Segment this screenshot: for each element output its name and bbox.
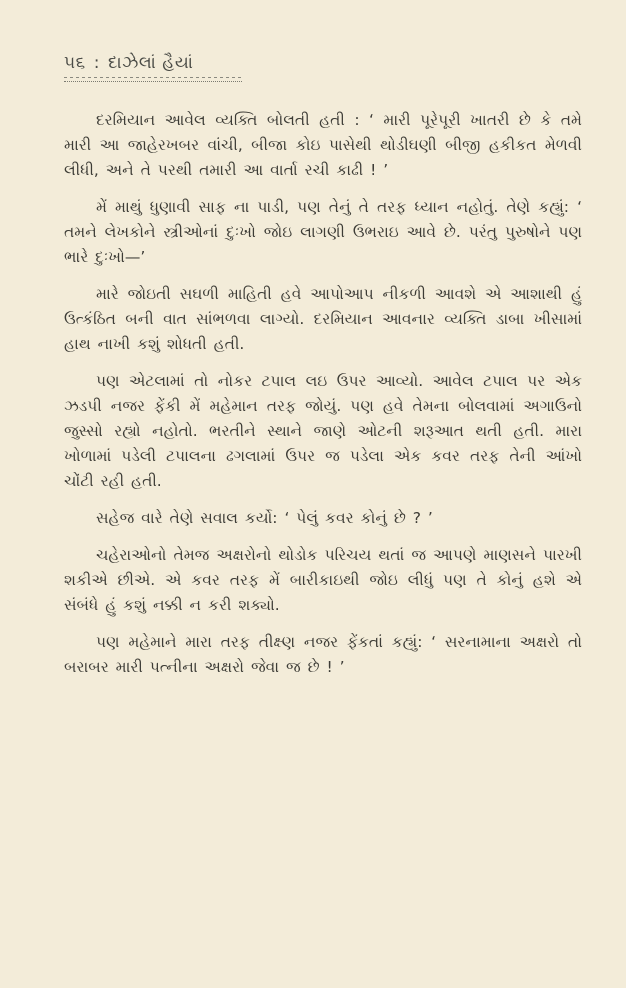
running-header: [64, 52, 582, 74]
paragraph-7: પણ મહેમાને મારા તરફ તીક્ષ્ણ નજર ફેંકતાં કહ્યું: ‘ સરનામાના અક્ષરો તો બરાબર મારી પત્નીના અક્ષરો જેવા જ છે ! ’: [64, 633, 582, 676]
header-separator: :: [93, 53, 100, 73]
paragraph-2: મેં માથું ધુણાવી સાફ ના પાડી, પણ તેનું તે તરફ ધ્યાન નહોતું. તેણે કહ્યું: ‘ તમને લેખકોને સ્ત્રીઓનાં દુઃખો જોઇ લાગણી ઉભરાઇ આવે છે. પરંતુ પુરુષોને પણ ભારે દુઃખો—’: [64, 198, 582, 266]
header-underline: [64, 76, 242, 82]
paragraph-5: સહેજ વારે તેણે સવાલ કર્યો: ‘ પેલું કવર કોનું છે ? ’: [96, 509, 433, 527]
page-number: ૫૬: [64, 53, 86, 73]
chapter-title: દાઝેલાં હૈયાં: [107, 53, 194, 73]
paragraph-3: મારે જોઇતી સઘળી માહિતી હવે આપોઆપ નીકળી આવશે એ આશાથી હું ઉત્કંઠિત બની વાત સાંભળવા લાગ્યો. દરમિયાન આવનાર વ્યક્તિ ડાબા ખીસામાં હાથ નાખી કશું શોધતી હતી.: [64, 285, 582, 353]
paragraph-4: પણ એટલામાં તો નોકર ટપાલ લઇ ઉપર આવ્યો. આવેલ ટપાલ પર એક ઝડપી નજર ફેંકી મેં મહેમાન તરફ જોયું. પણ હવે તેમના બોલવામાં અગાઉનો જુસ્સો રહ્યો નહોતો. ભરતીને સ્થાને જાણે ઓટની શરૂઆત થતી હતી. મારા ખોળામાં પડેલી ટપાલના ઢગલામાં ઉપર જ પડેલા એક કવર તરફ તેની આંખો ચોંટી રહી હતી.: [64, 372, 582, 490]
paragraph-6: ચહેરાઓનો તેમજ અક્ષરોનો થોડોક પરિચય થતાં જ આપણે માણસને પારખી શકીએ છીએ. એ કવર તરફ મેં બારીકાઇથી જોઇ લીધું પણ તે કોનું હશે એ સંબંધે હું કશું નક્કી ન કરી શક્યો.: [64, 546, 582, 614]
paragraph-1: દરમિયાન આવેલ વ્યક્તિ બોલતી હતી : ‘ મારી પૂરેપૂરી ખાતરી છે કે તમે મારી આ જાહેરખબર વાંચી, બીજા કોઇ પાસેથી થોડીઘણી બીજી હકીકત મેળવી લીધી, અને તે પરથી તમારી આ વાર્તા રચી કાઢી ! ’: [64, 111, 582, 179]
